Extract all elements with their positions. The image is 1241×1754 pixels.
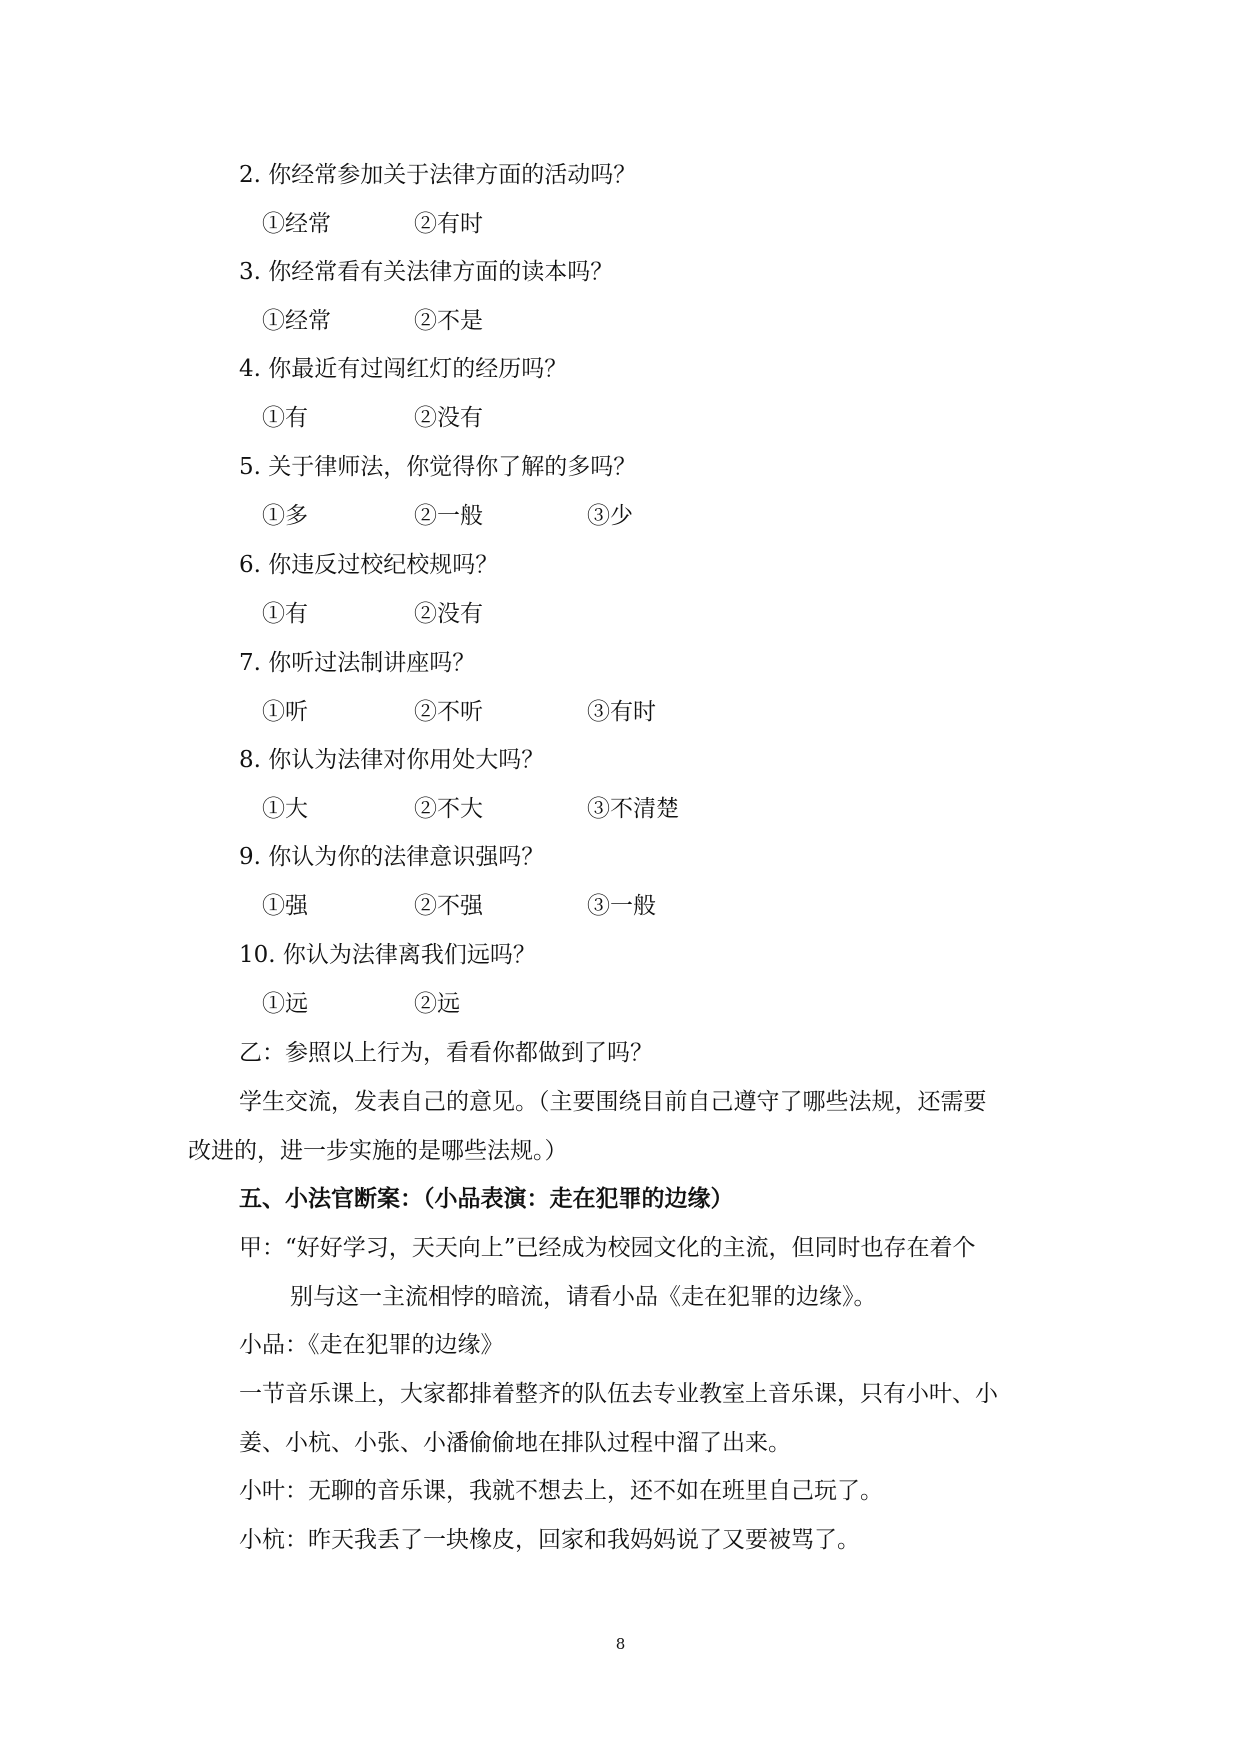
option: ①经常 xyxy=(262,308,331,334)
option: ①有 xyxy=(262,405,308,431)
option: ①强 xyxy=(262,893,308,919)
option: ①远 xyxy=(262,991,308,1017)
option: ①听 xyxy=(262,699,308,725)
narration-line2: 姜、小杭、小张、小潘偷偷地在排队过程中溜了出来。 xyxy=(239,1430,791,1456)
question-4: 4. 你最近有过闯红灯的经历吗？ xyxy=(239,356,568,382)
page-number: 8 xyxy=(615,1635,626,1653)
paragraph-exchange-line1: 学生交流，发表自己的意见。（主要围绕目前自己遵守了哪些法规，还需要 xyxy=(239,1089,987,1115)
question-7: 7. 你听过法制讲座吗？ xyxy=(239,650,476,676)
option: ②不强 xyxy=(414,893,483,919)
option: ③不清楚 xyxy=(587,796,679,822)
question-9: 9. 你认为你的法律意识强吗？ xyxy=(239,844,545,870)
question-2: 2. 你经常参加关于法律方面的活动吗？ xyxy=(239,162,637,188)
question-5: 5. 关于律师法，你觉得你了解的多吗？ xyxy=(239,454,637,480)
option: ①大 xyxy=(262,796,308,822)
paragraph-jia-line1: 甲：“好好学习，天天向上”已经成为校园文化的主流，但同时也存在着个 xyxy=(239,1235,976,1261)
question-8: 8. 你认为法律对你用处大吗？ xyxy=(239,747,545,773)
paragraph-yi: 乙：参照以上行为，看看你都做到了吗？ xyxy=(239,1040,653,1066)
question-6: 6. 你违反过校纪校规吗？ xyxy=(239,552,499,578)
narration-line1: 一节音乐课上，大家都排着整齐的队伍去专业教室上音乐课，只有小叶、小 xyxy=(239,1381,998,1407)
option: ②不听 xyxy=(414,699,483,725)
option: ③一般 xyxy=(587,893,656,919)
option: ①多 xyxy=(262,503,308,529)
option: ②远 xyxy=(414,991,460,1017)
option: ②没有 xyxy=(414,405,483,431)
question-3: 3. 你经常看有关法律方面的读本吗？ xyxy=(239,259,614,285)
option: ②不是 xyxy=(414,308,483,334)
question-10: 10. 你认为法律离我们远吗？ xyxy=(239,942,536,968)
skit-title: 小品：《走在犯罪的边缘》 xyxy=(239,1332,504,1358)
option: ②没有 xyxy=(414,601,483,627)
dialogue-xiaoye: 小叶：无聊的音乐课，我就不想去上，还不如在班里自己玩了。 xyxy=(239,1478,883,1504)
paragraph-exchange-line2: 改进的，进一步实施的是哪些法规。） xyxy=(188,1138,568,1164)
section-5-heading: 五、小法官断案：（小品表演：走在犯罪的边缘） xyxy=(239,1186,734,1212)
option: ③少 xyxy=(587,503,633,529)
option: ②不大 xyxy=(414,796,483,822)
option: ①有 xyxy=(262,601,308,627)
option: ②一般 xyxy=(414,503,483,529)
paragraph-jia-line2: 别与这一主流相悖的暗流，请看小品《走在犯罪的边缘》。 xyxy=(290,1284,877,1310)
option: ②有时 xyxy=(414,211,483,237)
option: ①经常 xyxy=(262,211,331,237)
option: ③有时 xyxy=(587,699,656,725)
dialogue-xiaohang: 小杭：昨天我丢了一块橡皮，回家和我妈妈说了又要被骂了。 xyxy=(239,1527,860,1553)
